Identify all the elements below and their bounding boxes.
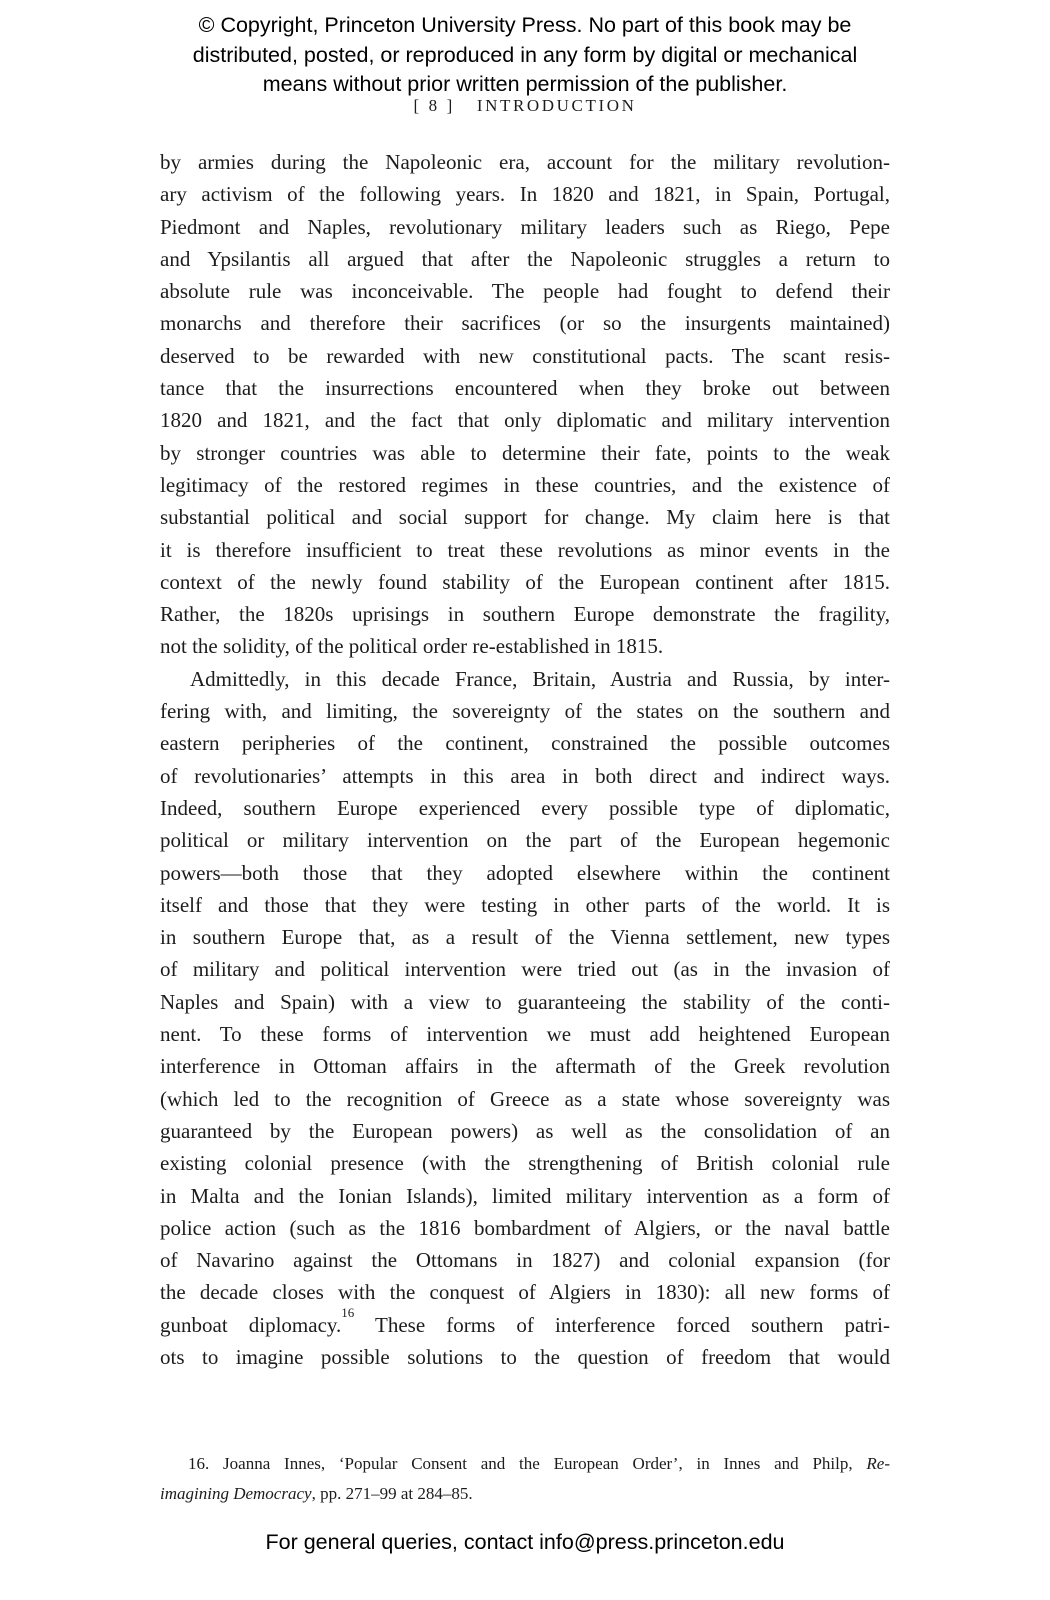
copyright-line: distributed, posted, or reproduced in any form by digital or mechanical <box>192 42 858 67</box>
body-text <box>160 146 890 1373</box>
text-line: eastern peripheries of the continent, constrained the possible outcomes <box>160 731 890 756</box>
footnote-line <box>160 1479 890 1509</box>
text-line: Indeed, southern Europe experienced every possible type of diplomatic, <box>160 795 890 820</box>
text-line: itself and those that they were testing in other parts of the world. It is <box>160 892 890 917</box>
copyright-notice <box>0 11 1050 100</box>
text-segment: These forms of interference forced southern patri- <box>354 1312 890 1337</box>
running-head <box>0 96 1050 116</box>
text-line: of military and political intervention were tried out (as in the invasion of <box>160 957 890 982</box>
text-line: nent. To these forms of intervention we must add heightened European <box>160 1022 890 1047</box>
text-line: not the solidity, of the political order re-established in 1815. <box>160 634 664 659</box>
text-line: existing colonial presence (with the strengthening of British colonial rule <box>160 1151 890 1176</box>
text-line: powers—both those that they adopted elsewhere within the continent <box>160 860 890 885</box>
footnote-reference: 16 <box>341 1304 355 1320</box>
text-line: monarchs and therefore their sacrifices (or so the insurgents maintained) <box>160 311 890 336</box>
text-line: it is therefore insufficient to treat these revolutions as minor events in the <box>160 537 890 562</box>
footnote-text: 16. Joanna Innes, ‘Popular Consent and the European Order’, in Innes and Philp, <box>188 1454 867 1473</box>
text-line: interference in Ottoman affairs in the aftermath of the Greek revolution <box>160 1054 890 1079</box>
text-line: deserved to be rewarded with new constitutional pacts. The scant resis- <box>160 343 890 368</box>
page-number: [ 8 ] <box>413 96 455 115</box>
text-line: 1820 and 1821, and the fact that only diplomatic and military intervention <box>160 408 890 433</box>
text-line: tance that the insurrections encountered when they broke out between <box>160 376 890 401</box>
footnote-text: , pp. 271–99 at 284–85. <box>311 1483 473 1503</box>
text-line: substantial political and social support for change. My claim here is that <box>160 505 890 530</box>
text-segment: gunboat diplomacy. <box>160 1312 342 1337</box>
text-line: Admittedly, in this decade France, Britain, Austria and Russia, by inter- <box>190 666 890 691</box>
text-line: of revolutionaries’ attempts in this area in both direct and indirect ways. <box>160 763 890 788</box>
copyright-line: © Copyright, Princeton University Press. No part of this book may be <box>198 13 852 37</box>
footnote <box>160 1449 890 1508</box>
text-line: in Malta and the Ionian Islands), limited military intervention as a form of <box>160 1183 890 1208</box>
text-line: the decade closes with the conquest of Algiers in 1830): all new forms of <box>160 1280 890 1305</box>
text-line: ots to imagine possible solutions to the question of freedom that would <box>160 1344 890 1369</box>
text-line: Rather, the 1820s uprisings in southern Europe demonstrate the fragility, <box>160 602 890 627</box>
text-line: Piedmont and Naples, revolutionary military leaders such as Riego, Pepe <box>160 214 890 239</box>
text-line: guaranteed by the European powers) as well as the consolidation of an <box>160 1118 890 1143</box>
text-line: by armies during the Napoleonic era, account for the military revolution- <box>160 150 890 174</box>
text-line: context of the newly found stability of the European continent after 1815. <box>160 569 890 594</box>
paragraph-2 <box>160 663 890 1374</box>
text-line: of Navarino against the Ottomans in 1827) and colonial expansion (for <box>160 1248 890 1273</box>
text-line: political or military intervention on the part of the European hegemonic <box>160 828 890 853</box>
text-line: and Ypsilantis all argued that after the Napoleonic struggles a return to <box>160 246 890 271</box>
footnote-italic-title: Re- <box>866 1454 890 1473</box>
footnote-line <box>160 1449 890 1479</box>
copyright-line: means without prior written permission of the publisher. <box>262 72 788 96</box>
text-line: Naples and Spain) with a view to guaranteeing the stability of the conti- <box>160 989 890 1014</box>
text-line: absolute rule was inconceivable. The people had fought to defend their <box>160 279 890 304</box>
text-line: ary activism of the following years. In 1820 and 1821, in Spain, Portugal, <box>160 182 890 207</box>
paragraph-1 <box>160 146 890 663</box>
text-line: (which led to the recognition of Greece as a state whose sovereignty was <box>160 1086 890 1111</box>
chapter-title: INTRODUCTION <box>476 96 637 115</box>
text-line-with-footnote-ref <box>160 1304 890 1341</box>
text-line: police action (such as the 1816 bombardment of Algiers, or the naval battle <box>160 1215 890 1240</box>
queries-footer: For general queries, contact info@press.princeton.edu <box>265 1530 785 1554</box>
footnote-italic-title: imagining Democracy <box>160 1483 312 1503</box>
text-line: in southern Europe that, as a result of the Vienna settlement, new types <box>160 925 890 950</box>
text-line: legitimacy of the restored regimes in these countries, and the existence of <box>160 472 890 497</box>
text-line: fering with, and limiting, the sovereignty of the states on the southern and <box>160 699 890 724</box>
text-line: by stronger countries was able to determine their fate, points to the weak <box>160 440 890 465</box>
